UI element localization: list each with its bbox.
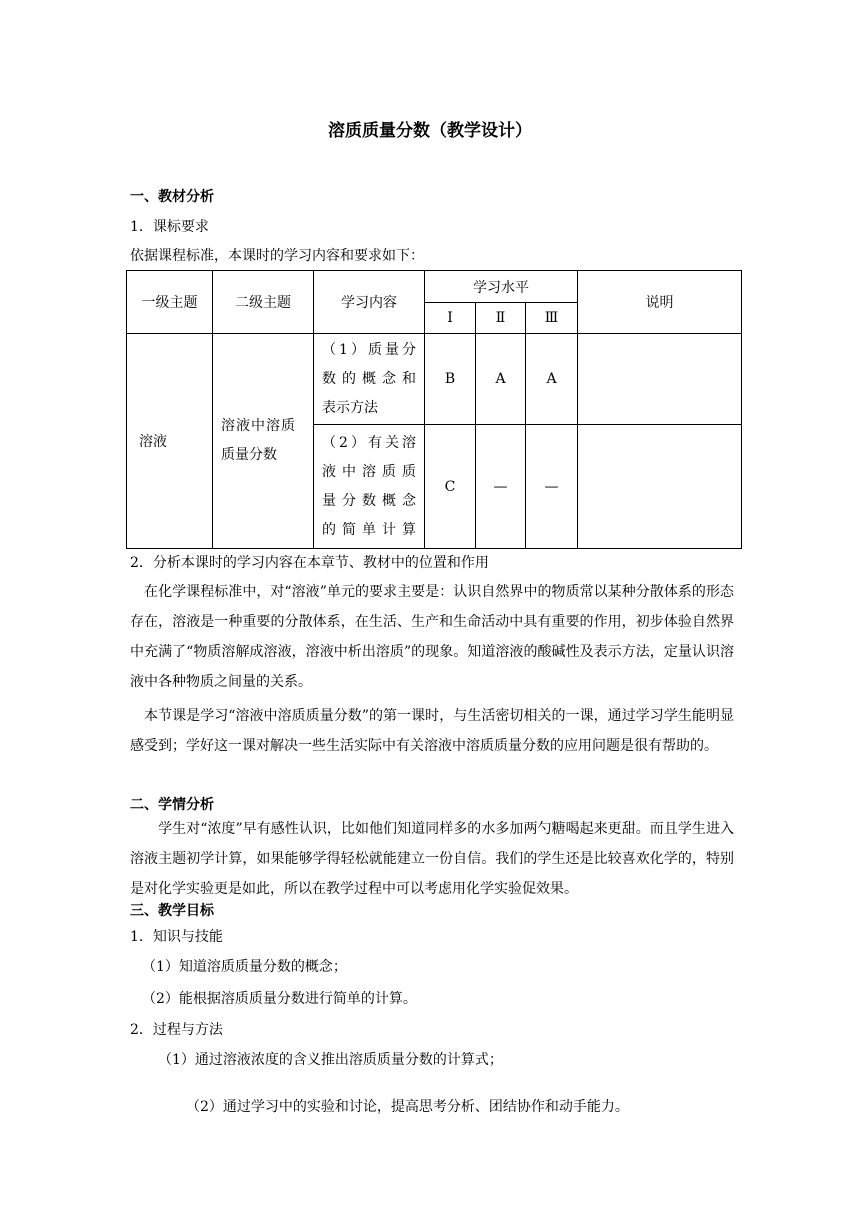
content-line: 液中溶质质 [322, 463, 416, 480]
content-line: 量分数概念 [322, 492, 416, 509]
header-level-i: Ⅰ [425, 303, 476, 334]
cell-row1-level-i: B [425, 334, 476, 425]
header-topic1: 一级主题 [127, 271, 213, 334]
header-level-iii: Ⅲ [526, 303, 578, 334]
cell-topic1-value: 溶液 [127, 334, 213, 549]
curriculum-table [126, 270, 742, 549]
cell-row1-level-iii: A [526, 334, 578, 425]
cell-row1-note [578, 334, 742, 425]
cell-row1-level-ii: A [476, 334, 526, 425]
cell-row2-level-i: C [425, 425, 476, 549]
content-line: 数的概念和 [322, 370, 416, 387]
paragraph-curriculum-standard: 在化学课程标准中，对“溶液”单元的要求主要是：认识自然界中的物质常以某种分散体系的形态存在，溶液是一种重要的分散体系，在生活、生产和生命活动中具有重要的作用，初步体验自然界中充满了“物质溶解成溶液，溶液中析出溶质”的现象。知道溶液的酸碱性及表示方法，定量认识溶液中各种物质之间量的关系。 [130, 584, 734, 690]
header-note: 说明 [578, 271, 742, 334]
cell-row2-level-ii: — [476, 425, 526, 549]
paragraph-student-analysis: 学生对“浓度”早有感性认识，比如他们知道同样多的水多加两勺糖喝起来更甜。而且学生进入溶液主题初学计算，如果能够学得轻松就能建立一份自信。我们的学生还是比较喜欢化学的，特别是对化学实验更是如此，所以在教学过程中可以考虑用化学实验促效果。 [130, 821, 734, 897]
cell-content-row1 [314, 334, 425, 425]
cell-row2-note [578, 425, 742, 549]
paragraph-lesson-overview: 本节课是学习“溶液中溶质质量分数”的第一课时，与生活密切相关的一课，通过学习学生能明显感受到；学好这一课对解决一些生活实际中有关溶液中溶质质量分数的应用问题是很有帮助的。 [130, 708, 734, 754]
content-line: （2）有关溶 [322, 434, 416, 451]
table-intro-text: 依据课程标准，本课时的学习内容和要求如下： [130, 248, 424, 264]
item-knowledge-skills: 1．知识与技能 [130, 929, 223, 945]
header-level-ii: Ⅱ [476, 303, 526, 334]
header-content: 学习内容 [314, 271, 425, 334]
goal-item: （1）通过溶液浓度的含义推出溶质质量分数的计算式； [158, 1052, 503, 1068]
page-title: 溶质质量分数（教学设计） [328, 121, 532, 141]
section-heading-textbook-analysis: 一、教材分析 [130, 189, 214, 205]
header-level: 学习水平 [425, 271, 578, 303]
goal-item: （1）知道溶质质量分数的概念； [142, 959, 347, 975]
item-process-method: 2．过程与方法 [130, 1022, 223, 1038]
section-heading-student-analysis: 二、学情分析 [130, 797, 214, 813]
content-line: 的简单计算 [322, 521, 416, 538]
goal-item: （2）能根据溶质质量分数进行简单的计算。 [142, 991, 417, 1007]
cell-row2-level-iii: — [526, 425, 578, 549]
content-line: 表示方法 [322, 399, 378, 416]
item-position-and-role: 2．分析本课时的学习内容在本章节、教材中的位置和作用 [130, 555, 489, 571]
content-line: （1）质量分 [322, 341, 416, 358]
cell-topic2-value [213, 334, 314, 549]
topic2-line: 质量分数 [221, 447, 277, 463]
item-curriculum-requirements: 1．课标要求 [130, 219, 209, 235]
cell-content-row2 [314, 425, 425, 549]
topic2-line: 溶液中溶质 [221, 418, 296, 434]
section-heading-teaching-goals: 三、教学目标 [130, 903, 214, 919]
header-topic2: 二级主题 [213, 271, 314, 334]
goal-item: （2）通过学习中的实验和讨论，提高思考分析、团结协作和动手能力。 [186, 1099, 629, 1115]
